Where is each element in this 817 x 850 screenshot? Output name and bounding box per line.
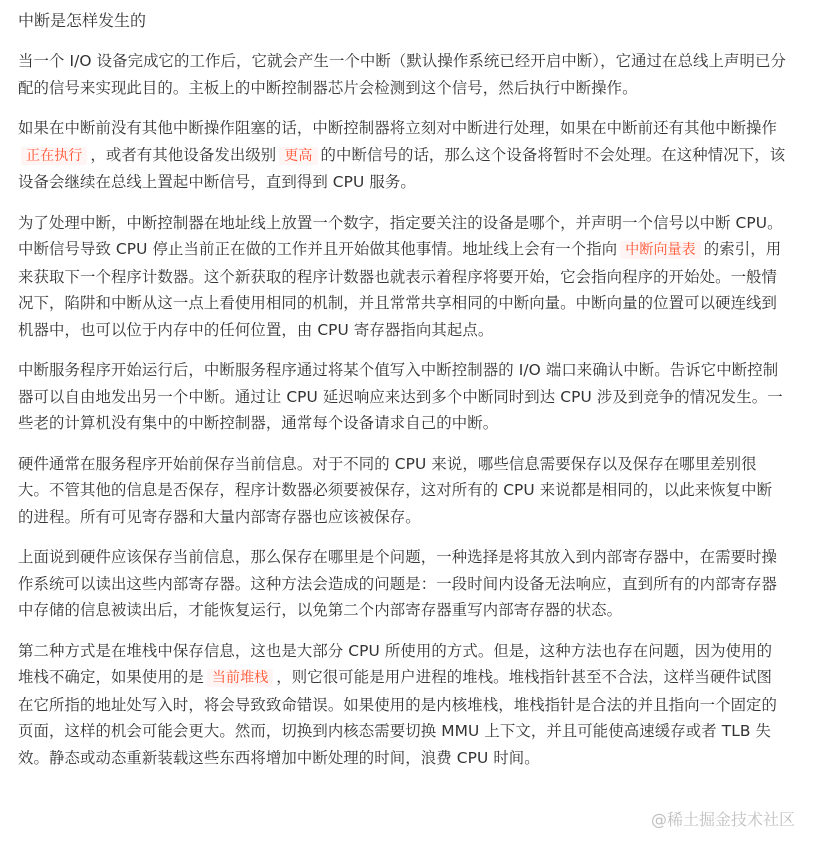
- paragraph-2: [18, 115, 786, 196]
- paragraph-text: 当一个 I/O 设备完成它的工作后，它就会产生一个中断（默认操作系统已经开启中断），它通过在总线上声明已分配的信号来实现此目的。主板上的中断控制器芯片会检测到这个信号，然后执行中断操作。: [18, 52, 786, 97]
- inline-code-highlight: 当前堆栈: [207, 669, 273, 687]
- article-body: [18, 8, 786, 785]
- paragraph-text: 如果在中断前没有其他中断操作阻塞的话，中断控制器将立刻对中断进行处理，如果在中断前还有其他中断操作: [18, 119, 778, 137]
- paragraph-text: ，或者有其他设备发出级别: [90, 145, 277, 164]
- paragraph-text: ，则它很可能是用户进程的堆栈。堆栈指针甚至不合法，这样当硬件试图在它所指的地址处写入时，将会导致致命错误。如果使用的是内核堆栈，堆栈指针是合法的并且指向一个固定的页面，这样的机会可能会更大。然而，切换到内核态需要切换 MMU 上下文，并且可能使高速缓存或者 TLB 失效。静态或动态重新装载这些东西将增加中断处理的时间，浪费 CPU 时间。: [18, 668, 778, 767]
- paragraph-text: 的中断信号的话，那么这个设备将暂时不会处理。在这种情况下，该设备会继续在总线上置起中断信号，直到得到 CPU 服务。: [18, 145, 786, 191]
- paragraph-text: 硬件通常在服务程序开始前保存当前信息。对于不同的 CPU 来说，哪些信息需要保存以及保存在哪里差别很大。不管其他的信息是否保存，程序计数器必须要被保存，这对所有的 CPU 来说都是相同的，以此来恢复中断的进程。所有可见寄存器和大量内部寄存器也应该被保存。: [18, 454, 773, 526]
- paragraph-text: 第二种方式是在堆栈中保存信息，这也是大部分 CPU 所使用的方式。但是，这种方法也存在问题，因为使用的堆栈不确定，如果使用的是: [18, 641, 773, 686]
- paragraph-3: [18, 210, 786, 344]
- paragraph-text: 的索引，用来获取下一个程序计数器。这个新获取的程序计数器也就表示着程序将要开始，它会指向程序的开始处。一般情况下，陷阱和中断从这一点上看使用相同的机制，并且常常共享相同的中断向量。中断向量的位置可以硬连线到机器中，也可以位于内存中的任何位置，由 CPU 寄存器指向其起点。: [18, 240, 782, 339]
- paragraph-1: [18, 48, 786, 101]
- paragraph-6: [18, 544, 786, 624]
- inline-code-highlight: 中断向量表: [620, 241, 701, 259]
- paragraph-4: [18, 357, 786, 437]
- inline-code-highlight: 正在执行: [21, 147, 87, 165]
- inline-code-highlight: 更高: [279, 147, 317, 165]
- paragraph-5: [18, 451, 786, 531]
- paragraph-text: 中断服务程序开始运行后，中断服务程序通过将某个值写入中断控制器的 I/O 端口来确认中断。告诉它中断控制器可以自由地发出另一个中断。通过让 CPU 延迟响应来达到多个中断同时到达 CPU 涉及到竞争的情况发生。一些老的计算机没有集中的中断控制器，通常每个设备请求自己的中断。: [18, 361, 783, 432]
- paragraph-text: 上面说到硬件应该保存当前信息，那么保存在哪里是个问题，一种选择是将其放入到内部寄存器中，在需要时操作系统可以读出这些内部寄存器。这种方法会造成的问题是：一段时间内设备无法响应，直到所有的内部寄存器中存储的信息被读出后，才能恢复运行，以免第二个内部寄存器重写内部寄存器的状态。: [18, 548, 778, 619]
- section-heading: 中断是怎样发生的: [18, 11, 147, 30]
- paragraph-text: 为了处理中断，中断控制器在地址线上放置一个数字，指定要关注的设备是哪个，并声明一个信号以中断 CPU。中断信号导致 CPU 停止当前正在做的工作并且开始做其他事情。地址线上会有一个指向: [18, 213, 783, 258]
- site-watermark: @稀土掘金技术社区: [650, 810, 795, 829]
- paragraph-7: [18, 638, 786, 772]
